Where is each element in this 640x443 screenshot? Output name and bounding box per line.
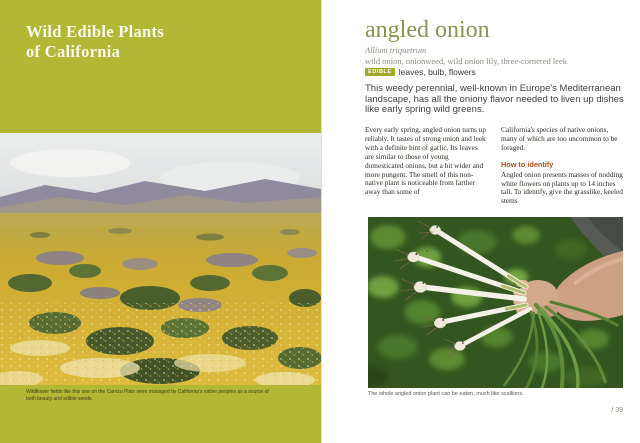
body-paragraph: California's species of native onions, many of which are too uncommon to be foraged.: [501, 125, 618, 152]
common-names: wild onion, onionweed, wild onion lily, three-cornered leek: [365, 56, 567, 66]
intro-paragraph: This weedy perennial, well-known in Europe's Mediterranean landscape, has all the oniony flavor needed to liven up dishes like early spring wild greens.: [365, 83, 624, 116]
edible-parts: leaves, bulb, flowers: [398, 67, 476, 77]
body-paragraph: Every early spring, angled onion turns up reliably. It tastes of strong onion and leek with a definite hint of garlic. Its leaves are similar to those of young domesticated onions, but a bit wider and more pungent. The smell of this non-native plant is noticeable from farther away than some of: [365, 125, 486, 197]
entry-title: angled onion: [365, 17, 490, 43]
book-title-line1: Wild Edible Plants: [26, 22, 165, 41]
how-to-identify-heading: How to identify: [501, 159, 554, 169]
body-columns: [365, 126, 625, 206]
page-number: / 39: [611, 407, 623, 414]
edible-info-row: [365, 67, 476, 77]
edible-badge: EDIBLE: [365, 68, 395, 77]
species-name: Allium triquetrum: [365, 45, 427, 55]
body-paragraph: Angled onion presents masses of nodding white flowers on plants up to 14 inches tall. To identify, give the grasslike, keeled stems: [501, 169, 623, 206]
body-column-2: [501, 126, 624, 206]
right-photo-caption: The whole angled onion plant can be eaten, much like scallions.: [368, 391, 524, 397]
body-column-1: [365, 126, 488, 206]
right-page: [322, 0, 640, 443]
angled-onion-photo: [368, 217, 623, 388]
left-photo-caption: Wildflower fields like this one on the Carrizo Plain were managed by California's native peoples as a source of both beauty and edible seeds.: [26, 389, 269, 402]
book-title: [26, 22, 164, 62]
book-title-line2: of California: [26, 42, 121, 61]
wildflower-field-photo: [0, 133, 321, 385]
